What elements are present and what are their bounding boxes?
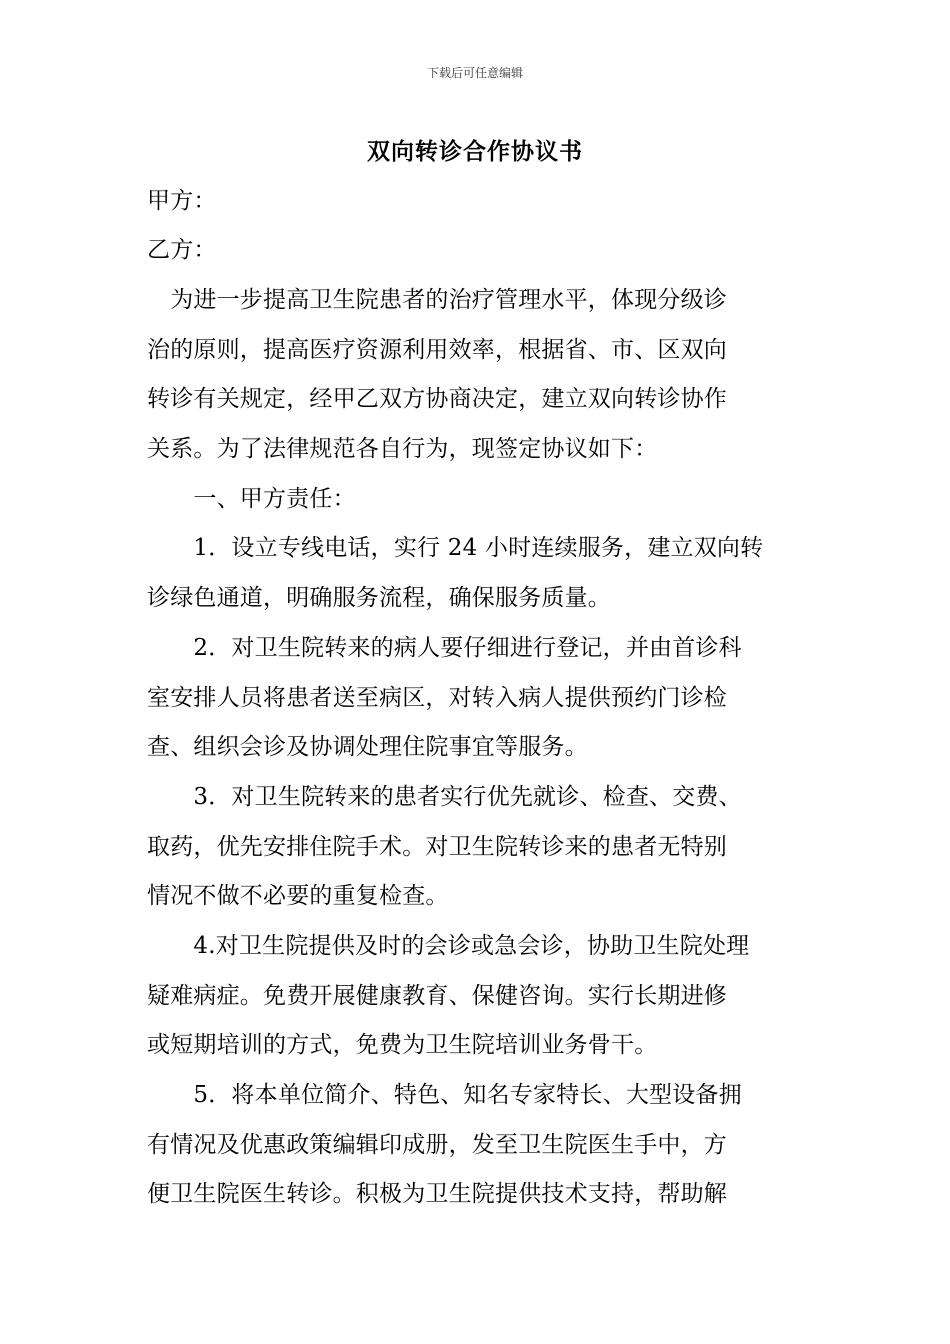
party-a-label: 甲方： bbox=[147, 188, 217, 214]
paragraph-line: 疑难病症。免费开展健康教育、保健咨询。实行长期进修 bbox=[147, 983, 727, 1009]
section-heading: 一、甲方责任： bbox=[147, 486, 356, 512]
paragraph-line: 诊绿色通道，明确服务流程，确保服务质量。 bbox=[147, 585, 611, 611]
paragraph-line: 为进一步提高卫生院患者的治疗管理水平，体现分级诊 bbox=[147, 287, 727, 313]
document-title: 双向转诊合作协议书 bbox=[367, 139, 583, 165]
paragraph-line: 或短期培训的方式，免费为卫生院培训业务骨干。 bbox=[147, 1032, 658, 1058]
paragraph-line: 有情况及优惠政策编辑印成册，发至卫生院医生手中，方 bbox=[147, 1132, 727, 1158]
paragraph-line: 取药，优先安排住院手术。对卫生院转诊来的患者无特别 bbox=[147, 834, 727, 860]
paragraph-line: 室安排人员将患者送至病区，对转入病人提供预约门诊检 bbox=[147, 685, 727, 711]
paragraph-line: 2．对卫生院转来的病人要仔细进行登记，并由首诊科 bbox=[147, 635, 742, 661]
paragraph-line: 3．对卫生院转来的患者实行优先就诊、检查、交费、 bbox=[147, 784, 742, 810]
paragraph-line: 4.对卫生院提供及时的会诊或急会诊，协助卫生院处理 bbox=[147, 933, 750, 959]
paragraph-line: 治的原则，提高医疗资源利用效率，根据省、市、区双向 bbox=[147, 337, 727, 363]
paragraph-line: 1．设立专线电话，实行 24 小时连续服务，建立双向转 bbox=[147, 535, 764, 561]
paragraph-line: 5．将本单位简介、特色、知名专家特长、大型设备拥 bbox=[147, 1082, 742, 1108]
paragraph-line: 便卫生院医生转诊。积极为卫生院提供技术支持，帮助解 bbox=[147, 1181, 727, 1207]
paragraph-line: 转诊有关规定，经甲乙双方协商决定，建立双向转诊协作 bbox=[147, 386, 727, 412]
party-b-label: 乙方： bbox=[147, 237, 217, 263]
header-note: 下载后可任意编辑 bbox=[426, 66, 523, 80]
paragraph-line: 关系。为了法律规范各自行为，现签定协议如下： bbox=[147, 436, 658, 462]
paragraph-line: 查、组织会诊及协调处理住院事宜等服务。 bbox=[147, 734, 588, 760]
paragraph-line: 情况不做不必要的重复检查。 bbox=[147, 883, 449, 909]
